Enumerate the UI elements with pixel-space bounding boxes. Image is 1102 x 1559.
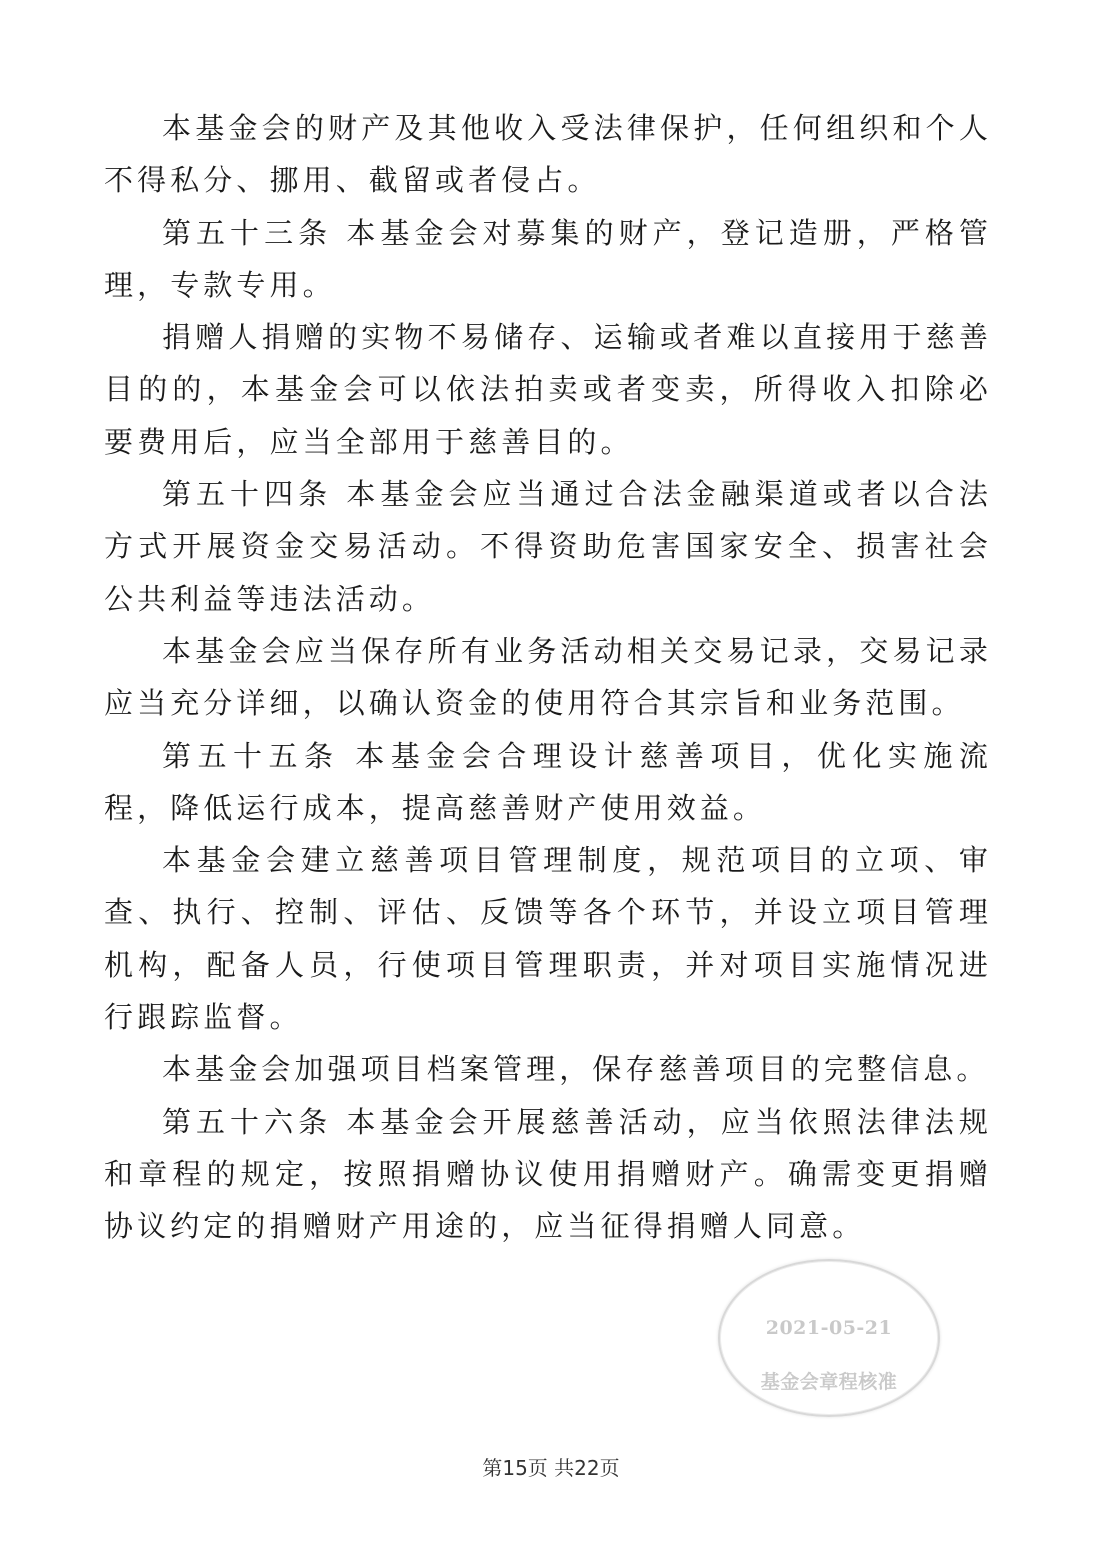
page-number: 第15页 共22页	[482, 1456, 620, 1480]
paragraph: 第五十三条 本基金会对募集的财产，登记造册，严格管理，专款专用。	[104, 215, 992, 302]
paragraph: 本基金会的财产及其他收入受法律保护，任何组织和个人不得私分、挪用、截留或者侵占。	[104, 111, 992, 198]
paragraph: 第五十六条 本基金会开展慈善活动，应当依照法律法规和章程的规定，按照捐赠协议使用捐赠财产。确需变更捐赠协议约定的捐赠财产用途的，应当征得捐赠人同意。	[104, 1104, 992, 1244]
stamp-date: 2021-05-21	[765, 1317, 893, 1339]
paragraph: 本基金会加强项目档案管理，保存慈善项目的完整信息。	[162, 1052, 990, 1087]
paragraph: 本基金会建立慈善项目管理制度，规范项目的立项、审查、执行、控制、评估、反馈等各个环节，并设立项目管理机构，配备人员，行使项目管理职责，并对项目实施情况进行跟踪监督。	[104, 843, 992, 1035]
paragraph: 第五十四条 本基金会应当通过合法金融渠道或者以合法方式开展资金交易活动。不得资助危害国家安全、损害社会公共利益等违法活动。	[104, 477, 992, 616]
stamp-label: 基金会章程核准	[760, 1371, 898, 1393]
paragraph: 第五十五条 本基金会合理设计慈善项目，优化实施流程，降低运行成本，提高慈善财产使用效益。	[104, 738, 992, 825]
approval-stamp	[718, 1259, 940, 1417]
paragraph: 捐赠人捐赠的实物不易储存、运输或者难以直接用于慈善目的的，本基金会可以依法拍卖或者变卖，所得收入扣除必要费用后，应当全部用于慈善目的。	[104, 320, 992, 459]
paragraph: 本基金会应当保存所有业务活动相关交易记录，交易记录应当充分详细，以确认资金的使用符合其宗旨和业务范围。	[104, 633, 992, 721]
document-body	[104, 102, 992, 1253]
